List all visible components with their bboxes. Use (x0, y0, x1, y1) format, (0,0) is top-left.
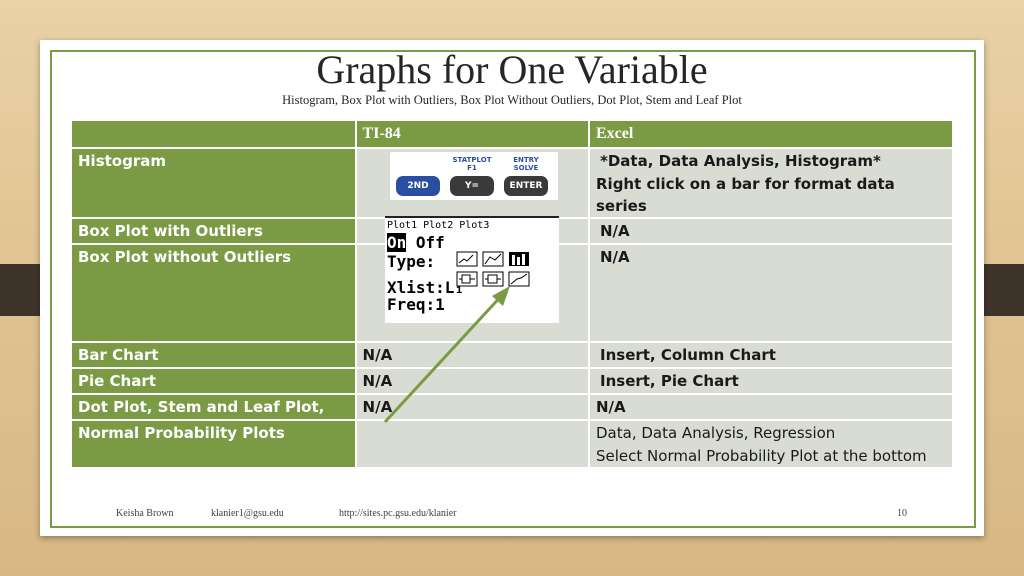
row-label: Histogram (71, 148, 356, 218)
key-enter-button: ENTER (504, 176, 548, 196)
key-enter-top-label: ENTRY SOLVE (513, 156, 539, 172)
row-label: Dot Plot, Stem and Leaf Plot, (71, 394, 356, 420)
footer-url: http://sites.pc.gsu.edu/klanier (339, 508, 457, 519)
slide-title: Graphs for One Variable (316, 47, 708, 92)
excel-cell: Insert, Column Chart (589, 342, 953, 368)
excel-cell: N/A (589, 218, 953, 244)
ti84-cell: N/A (356, 342, 589, 368)
left-decor-tab (0, 264, 42, 316)
footer-email: klanier1@gsu.edu (211, 508, 284, 519)
screen-type-label: Type: (387, 252, 436, 271)
screen-freq-line: Freq:1 (387, 295, 445, 314)
excel-cell: Insert, Pie Chart (589, 368, 953, 394)
screen-xlist-line: Xlist:L₁ (387, 278, 465, 297)
header-ti84: TI-84 (356, 120, 589, 148)
row-label: Box Plot with Outliers (71, 218, 356, 244)
key-y-equals-button: Y= (450, 176, 494, 196)
footer-author: Keisha Brown (116, 508, 174, 519)
ti84-cell: N/A (356, 368, 589, 394)
row-label: Bar Chart (71, 342, 356, 368)
screen-on-selected: On (387, 233, 407, 252)
screen-plots-line: Plot1 Plot2 Plot3 (387, 220, 490, 231)
excel-cell: *Data, Data Analysis, Histogram* Right click on a bar for format data series (589, 148, 953, 218)
slide-subtitle: Histogram, Box Plot with Outliers, Box Plot Without Outliers, Dot Plot, Stem and Leaf Plot (282, 93, 742, 107)
slide (40, 40, 984, 536)
row-label: Pie Chart (71, 368, 356, 394)
excel-cell: N/A (589, 244, 953, 342)
screen-off: Off (406, 233, 445, 252)
page-number: 10 (897, 508, 907, 519)
ti84-cell: N/A (356, 394, 589, 420)
header-excel: Excel (589, 120, 953, 148)
row-label: Normal Probability Plots (71, 420, 356, 468)
pointer-arrow (40, 40, 984, 536)
key-y-equals-top-label: STATPLOT F1 (452, 156, 492, 172)
excel-cell: Data, Data Analysis, Regression Select Normal Probability Plot at the bottom (589, 420, 953, 468)
row-label: Box Plot without Outliers (71, 244, 356, 342)
excel-cell: N/A (589, 394, 953, 420)
arrow-shaft (385, 293, 504, 422)
right-decor-tab (982, 264, 1024, 316)
key-2nd-button: 2ND (396, 176, 440, 196)
